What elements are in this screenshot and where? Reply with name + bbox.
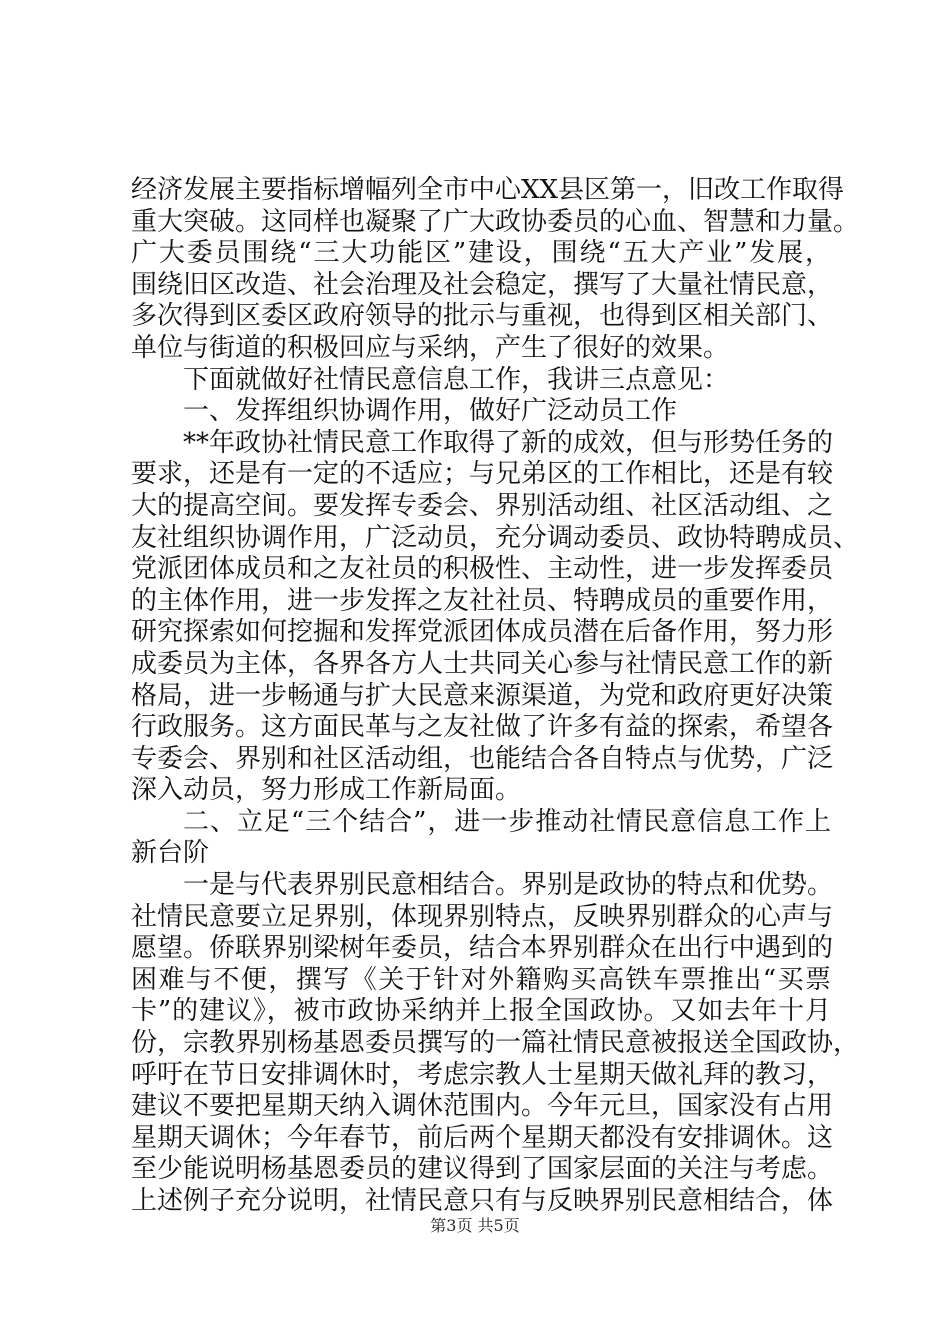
- text-line: 大的提高空间。要发挥专委会、界别活动组、社区活动组、之: [131, 490, 834, 521]
- text-line: 二、立足“三个结合”，进一步推动社情民意信息工作上: [183, 806, 831, 837]
- text-line: 建议不要把星期天纳入调休范围内。今年元旦，国家没有占用: [131, 1091, 834, 1122]
- text-line: 经济发展主要指标增幅列全市中心XX县区第一，旧改工作取得: [131, 175, 845, 205]
- page-footer: 第3页 共5页: [430, 1216, 520, 1235]
- text-line: 困难与不便，撰写《关于针对外籍购买高铁车票推出“买票: [131, 964, 831, 995]
- text-line: 党派团体成员和之友社员的积极性、主动性，进一步发挥委员: [131, 554, 834, 585]
- text-line: 愿望。侨联界别梁树年委员，结合本界别群众在出行中遇到的: [131, 933, 834, 964]
- text-line: 一、发挥组织协调作用，做好广泛动员工作: [183, 396, 678, 427]
- text-line: **年政协社情民意工作取得了新的成效，但与形势任务的: [183, 427, 834, 458]
- text-line: 新台阶: [131, 838, 210, 869]
- text-line: 专委会、界别和社区活动组，也能结合各自特点与优势，广泛: [131, 743, 834, 774]
- text-line: 单位与街道的积极回应与采纳，产生了很好的效果。: [131, 332, 730, 363]
- text-line: 重大突破。这同样也凝聚了广大政协委员的心血、智慧和力量。: [131, 206, 860, 237]
- text-line: 友社组织协调作用，广泛动员，充分调动委员、政协特聘成员、: [131, 522, 860, 553]
- text-line: 的主体作用，进一步发挥之友社社员、特聘成员的重要作用，: [131, 585, 834, 616]
- text-line: 要求，还是有一定的不适应；与兄弟区的工作相比，还是有较: [131, 459, 834, 490]
- text-line: 呼吁在节日安排调休时，考虑宗教人士星期天做礼拜的教习，: [131, 1059, 834, 1090]
- text-line: 星期天调休；今年春节，前后两个星期天都没有安排调休。这: [131, 1122, 834, 1153]
- text-line: 成委员为主体，各界各方人士共同关心参与社情民意工作的新: [131, 648, 834, 679]
- text-line: 广大委员围绕“三大功能区”建设，围绕“五大产业”发展，: [131, 238, 831, 269]
- text-line: 多次得到区委区政府领导的批示与重视，也得到区相关部门、: [131, 301, 834, 332]
- text-line: 至少能说明杨基恩委员的建议得到了国家层面的关注与考虑。: [131, 1154, 834, 1185]
- text-line: 上述例子充分说明，社情民意只有与反映界别民意相结合，体: [131, 1186, 834, 1216]
- text-line: 社情民意要立足界别，体现界别特点，反映界别群众的心声与: [131, 901, 834, 932]
- text-line: 下面就做好社情民意信息工作，我讲三点意见：: [183, 364, 730, 395]
- text-line: 份，宗教界别杨基恩委员撰写的一篇社情民意被报送全国政协，: [131, 1028, 860, 1059]
- text-line: 围绕旧区改造、社会治理及社会稳定，撰写了大量社情民意，: [131, 269, 834, 300]
- text-line: 格局，进一步畅通与扩大民意来源渠道，为党和政府更好决策: [131, 680, 834, 711]
- text-line: 一是与代表界别民意相结合。界别是政协的特点和优势。: [183, 870, 834, 901]
- text-line: 深入动员，努力形成工作新局面。: [131, 775, 522, 806]
- text-line: 行政服务。这方面民革与之友社做了许多有益的探索，希望各: [131, 712, 834, 743]
- text-line: 研究探索如何挖掘和发挥党派团体成员潜在后备作用，努力形: [131, 617, 834, 648]
- document-body: [131, 175, 860, 1218]
- text-line: 卡”的建议》，被市政协采纳并上报全国政协。又如去年十月: [131, 996, 831, 1027]
